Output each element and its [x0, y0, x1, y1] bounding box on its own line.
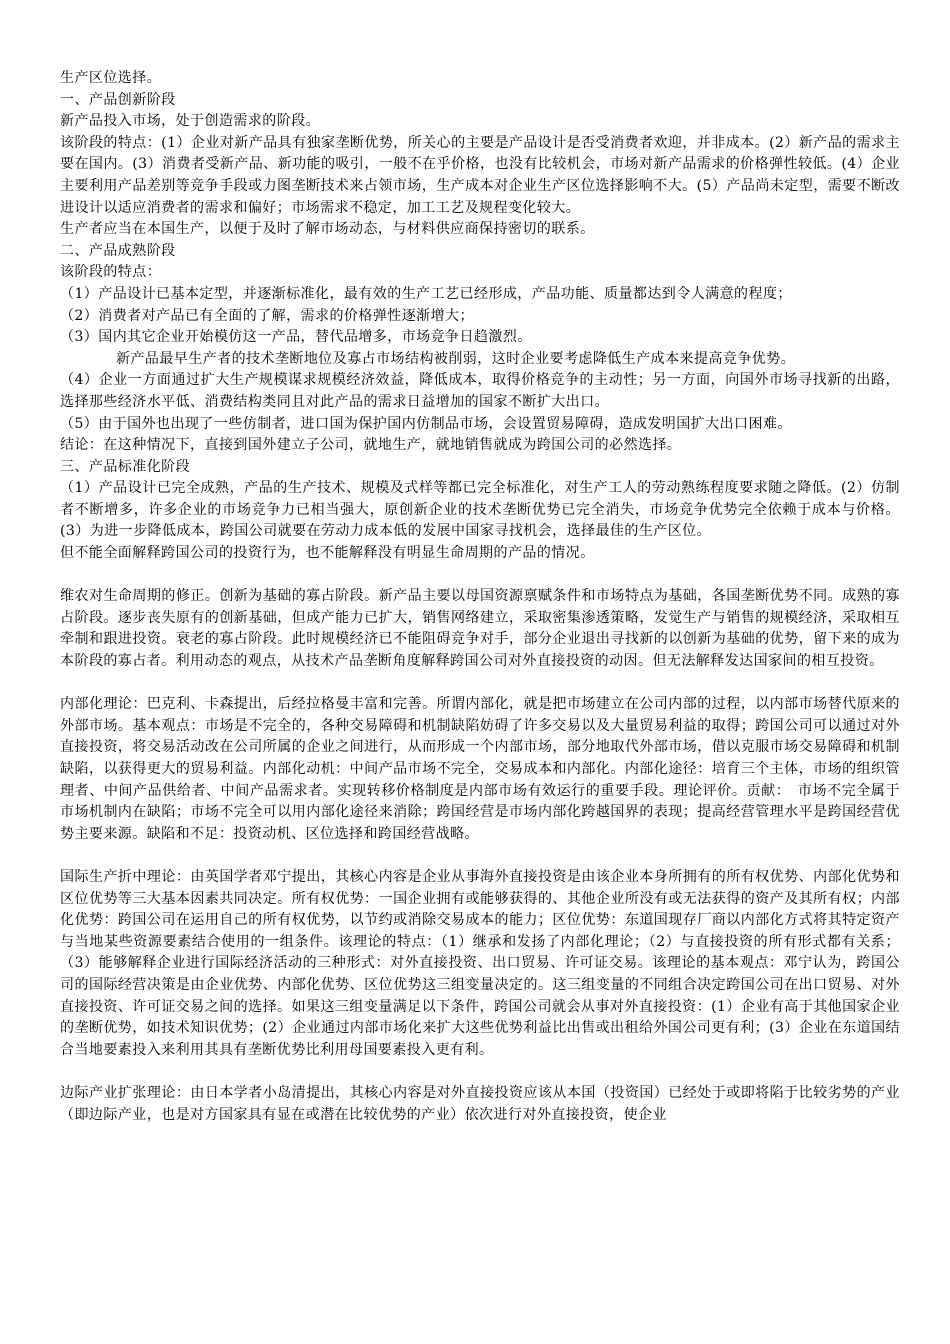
paragraph: 维农对生命周期的修正。创新为基础的寡占阶段。新产品主要以母国资源禀赋条件和市场特点为基础，各国垄断优势不同。成熟的寡占阶段。逐步丧失原有的创新基础，但成产能力已扩大，销售网络建立，采取密集渗透策略，发觉生产与销售的规模经济，采取相互牵制和跟进投资。衰老的寡占阶段。此时规模经济已不能阻碍竞争对手，部分企业退出寻找新的以创新为基础的优势，留下来的成为本阶段的寡占者。利用动态的观点，从技术产品垄断角度解释跨国公司对外直接投资的动因。但无法解释发达国家间的相互投资。: [60, 588, 900, 670]
paragraph-gap: [60, 673, 900, 695]
paragraph: 内部化理论：巴克利、卡森提出，后经拉格曼丰富和完善。所谓内部化，就是把市场建立在公司内部的过程，以内部市场替代原来的外部市场。基本观点：市场是不完全的，各种交易障碍和机制缺陷妨碍了许多交易以及大量贸易利益的取得；跨国公司可以通过对外直接投资，将交易活动改在公司所属的企业之间进行，从而形成一个内部市场，部分地取代外部市场，借以克服市场交易障碍和机制缺陷，以获得更大的贸易利益。内部化动机：中间产品市场不完全，交易成本和内部化。内部化途径：培育三个主体，市场的组织管理者、中间产品供给者、中间产品需求者。实现转移价格制度是内部市场有效运行的重要手段。理论评价。贡献： 市场不完全属于市场机制内在缺陷；市场不完全可以用内部化途径来消除；跨国经营是市场内部化跨越国界的表现；提高经营管理水平是跨国经营优势主要来源。缺陷和不足：投资动机、区位选择和跨国经营战略。: [60, 696, 900, 842]
paragraph: 国际生产折中理论：由英国学者邓宁提出，其核心内容是企业从事海外直接投资是由该企业本身所拥有的所有权优势、内部化优势和区位优势等三大基本因素共同决定。所有权优势：一国企业拥有或能够获得的、其他企业所没有或无法获得的资产及其所有权；内部化优势：跨国公司在运用自己的所有权优势，以节约或消除交易成本的能力；区位优势：东道国现存厂商以内部化方式将其特定资产与当地某些资源要素结合使用的一组条件。该理论的特点：（1）继承和发扬了内部化理论；（2）与直接投资的所有形式都有关系；（3）能够解释企业进行国际经济活动的三种形式：对外直接投资、出口贸易、许可证交易。该理论的基本观点：邓宁认为，跨国公司的国际经营决策是由企业优势、内部化优势、区位优势这三组变量决定的。这三组变量的不同组合决定跨国公司在出口贸易、对外直接投资、许可证交易之间的选择。如果这三组变量满足以下条件，跨国公司就会从事对外直接投资：(1）企业有高于其他国家企业的垄断优势，如技术知识优势；(2）企业通过内部市场化来扩大这些优势利益比出售或出租给外国公司更有利；(3）企业在东道国结合当地要素投入来利用其具有垄断优势比利用母国要素投入更有利。: [60, 868, 900, 1058]
paragraph: 结论：在这种情况下，直接到国外建立子公司，就地生产，就地销售就成为跨国公司的必然选择。: [60, 437, 682, 454]
paragraph: （3）国内其它企业开始模仿这一产品，替代品增多，市场竞争日趋激烈。: [60, 329, 532, 346]
paragraph: 三、产品标准化阶段: [60, 458, 191, 475]
paragraph: （2）消费者对产品已有全面的了解，需求的价格弹性逐渐增大；: [60, 307, 474, 324]
paragraph-gap: [60, 845, 900, 867]
paragraph-gap: [60, 1061, 900, 1083]
paragraph: 新产品最早生产者的技术垄断地位及寡占市场结构被削弱，这时企业要考虑降低生产成本来提高竞争优势。: [116, 350, 796, 367]
paragraph: 该阶段的特点：(1）企业对新产品具有独家垄断优势，所关心的主要是产品设计是否受消费者欢迎，并非成本。(2）新产品的需求主要在国内。(3）消费者受新产品、新功能的吸引，一般不在乎价格，也没有比较机会，市场对新产品需求的价格弹性较低。(4）企业主要利用产品差别等竞争手段或力图垄断技术来占领市场，生产成本对企业生产区位选择影响不大。(5）产品尚未定型，需要不断改进设计以适应消费者的需求和偏好；市场需求不稳定，加工工艺及规程变化较大。: [60, 134, 900, 216]
paragraph: 生产者应当在本国生产，以便于及时了解市场动态，与材料供应商保持密切的联系。: [60, 221, 595, 238]
paragraph: （1）产品设计已完全成熟，产品的生产技术、规模及式样等都已完全标准化，对生产工人的劳动熟练程度要求随之降低。(2）仿制者不断增多，许多企业的市场竞争力已相当强大，原创新企业的技术垄断优势已完全消失，市场竞争优势完全依赖于成本与价格。(3）为进一步降低成本，跨国公司就要在劳动力成本低的发展中国家寻找机会，选择最佳的生产区位。: [60, 480, 900, 540]
paragraph-gap: [60, 565, 900, 587]
paragraph: 新产品投入市场，处于创造需求的阶段。: [60, 113, 321, 130]
paragraph: 该阶段的特点：: [60, 264, 162, 281]
paragraph: （5）由于国外也出现了一些仿制者，进口国为保护国内仿制品市场，会设置贸易障碍，造成发明国扩大出口困难。: [60, 415, 792, 432]
paragraph: 一、产品创新阶段: [60, 91, 176, 108]
document-page: [60, 68, 900, 1126]
paragraph: 生产区位选择。: [60, 70, 162, 86]
paragraph: 二、产品成熟阶段: [60, 242, 176, 259]
paragraph: （4）企业一方面通过扩大生产规模谋求规模经济效益，降低成本，取得价格竞争的主动性；另一方面，向国外市场寻找新的出路，选择那些经济水平低、消费结构类同且对此产品的需求日益增加的国家不断扩大出口。: [60, 372, 900, 410]
paragraph: 边际产业扩张理论：由日本学者小岛清提出，其核心内容是对外直接投资应该从本国（投资国）已经处于或即将陷于比较劣势的产业（即边际产业，也是对方国家具有显在或潜在比较优势的产业）依次进行对外直接投资，使企业: [60, 1084, 900, 1123]
paragraph: （1）产品设计已基本定型，并逐渐标准化，最有效的生产工艺已经形成，产品功能、质量都达到令人满意的程度；: [60, 285, 792, 302]
paragraph: 但不能全面解释跨国公司的投资行为，也不能解释没有明显生命周期的产品的情况。: [60, 545, 595, 562]
